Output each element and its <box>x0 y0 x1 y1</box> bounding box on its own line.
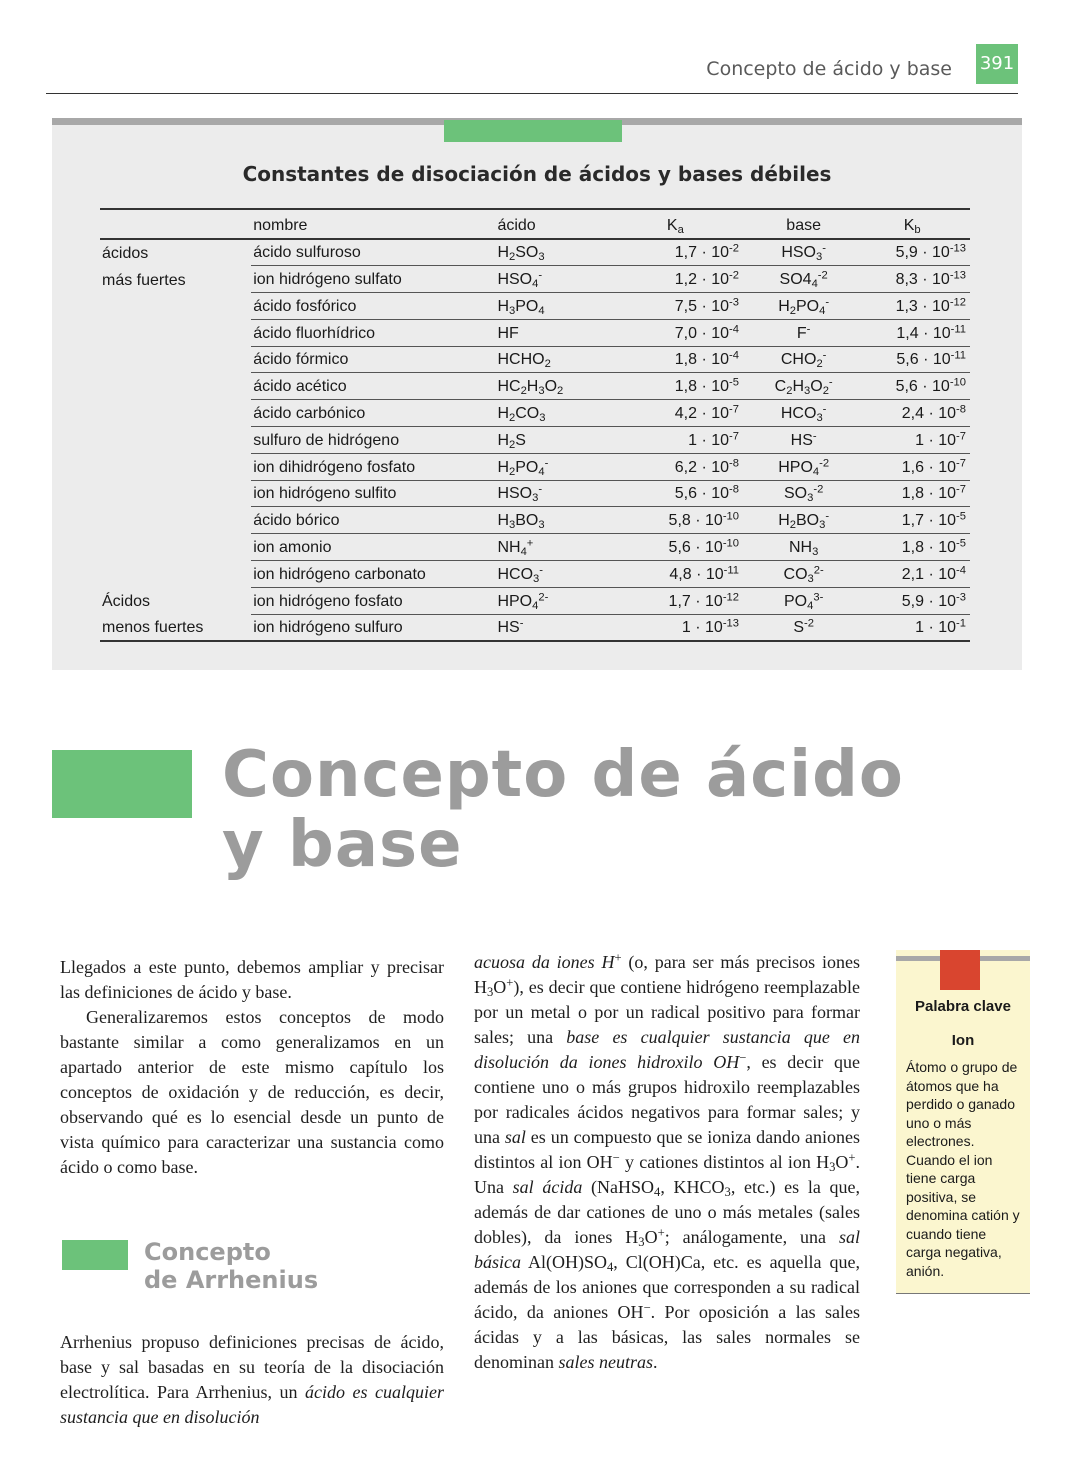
group-label-cell <box>100 534 251 561</box>
cell-base: HS- <box>749 427 858 454</box>
cell-nombre: ácido bórico <box>251 507 495 534</box>
cell-base: $H_2BO_3^-$ <box>749 507 858 534</box>
running-header <box>0 0 1072 100</box>
keyword-sidebar <box>896 950 1030 1294</box>
cell-ka: $5,8 \cdot 10^{-10}$ <box>612 507 749 534</box>
group-label-cell <box>100 346 251 373</box>
cell-base: $C_2H_3O_2^-$ <box>749 373 858 400</box>
cell-kb: $1 \cdot 10^{-1}$ <box>858 614 970 641</box>
running-header-title: Concepto de ácido y base <box>706 58 952 80</box>
group-label-cell <box>100 427 251 454</box>
cell-ka: $1,2 \cdot 10^{-2}$ <box>612 266 749 293</box>
group-label-cell <box>100 373 251 400</box>
subheading <box>144 1238 444 1294</box>
cell-acido: $HSO_4^-$ <box>495 266 611 293</box>
cell-base: $HSO_3^-$ <box>749 239 858 266</box>
cell-base: $NH_3$ <box>749 534 858 561</box>
header-nombre: nombre <box>251 209 495 239</box>
table-row <box>100 346 970 373</box>
cell-nombre: ácido fluorhídrico <box>251 319 495 346</box>
cell-base: $CHO_2^-$ <box>749 346 858 373</box>
cell-acido: $NH_4^+$ <box>495 534 611 561</box>
table-row <box>100 480 970 507</box>
cell-kb: $2,4 \cdot 10^{-8}$ <box>858 400 970 427</box>
cell-nombre: ion hidrógeno sulfuro <box>251 614 495 641</box>
cell-kb: $1,6 \cdot 10^{-7}$ <box>858 453 970 480</box>
section-heading-line2: y base <box>222 808 463 882</box>
cell-ka: $1,8 \cdot 10^{-5}$ <box>612 373 749 400</box>
panel-green-tab <box>444 120 622 142</box>
cell-nombre: ácido carbónico <box>251 400 495 427</box>
header-rule <box>46 93 1018 94</box>
group-label-cell: Ácidos <box>102 593 151 611</box>
table-row <box>100 614 970 641</box>
cell-nombre: ácido fórmico <box>251 346 495 373</box>
paragraph: Llegados a este punto, debemos ampliar y precisar las definiciones de ácido y base. <box>60 957 444 1002</box>
constants-table-panel <box>52 118 1022 670</box>
cell-nombre: sulfuro de hidrógeno <box>251 427 495 454</box>
header-ka: $K_a$ <box>612 209 749 239</box>
header-base: base <box>749 209 858 239</box>
header-group <box>100 209 251 239</box>
group-label-cell <box>100 453 251 480</box>
cell-kb: $1,8 \cdot 10^{-5}$ <box>858 534 970 561</box>
table-row <box>100 534 970 561</box>
cell-nombre: ion amonio <box>251 534 495 561</box>
table-row <box>100 453 970 480</box>
table-row <box>100 373 970 400</box>
cell-nombre: ion hidrógeno sulfato <box>251 266 495 293</box>
body-left-column-2 <box>60 1330 444 1430</box>
cell-acido: $H_2S$ <box>495 427 611 454</box>
cell-kb: $5,9 \cdot 10^{-13}$ <box>858 239 970 266</box>
cell-nombre: ion dihidrógeno fosfato <box>251 453 495 480</box>
sidebar-term: Ion <box>951 1032 975 1049</box>
dissociation-constants-table <box>100 208 970 642</box>
section-heading <box>222 740 1042 880</box>
cell-acido: $HCO_3^-$ <box>495 561 611 588</box>
table-row <box>100 587 970 614</box>
cell-nombre: ácido acético <box>251 373 495 400</box>
cell-acido: $HSO_3^-$ <box>495 480 611 507</box>
table-row <box>100 427 970 454</box>
header-acido: ácido <box>495 209 611 239</box>
cell-kb: $5,6 \cdot 10^{-11}$ <box>858 346 970 373</box>
group-label-cell <box>100 561 251 588</box>
cell-ka: $1 \cdot 10^{-7}$ <box>612 427 749 454</box>
cell-ka: $5,6 \cdot 10^{-10}$ <box>612 534 749 561</box>
body-left-column <box>60 955 444 1180</box>
cell-acido: $H_2CO_3$ <box>495 400 611 427</box>
cell-ka: $4,8 \cdot 10^{-11}$ <box>612 561 749 588</box>
cell-kb: $1,8 \cdot 10^{-7}$ <box>858 480 970 507</box>
group-label-cell <box>100 293 251 320</box>
cell-ka: $7,0 \cdot 10^{-4}$ <box>612 319 749 346</box>
cell-kb: $1,7 \cdot 10^{-5}$ <box>858 507 970 534</box>
group-label-cell: menos fuertes <box>100 614 251 641</box>
body-middle-column <box>474 950 860 1375</box>
section-heading-line1: Concepto de ácido <box>222 738 904 812</box>
sidebar-definition: Átomo o grupo de átomos que ha perdido o ganado uno o más electrones. Cuando el ion tiene carga positiva, se denomina catión y cuando tiene carga negativa, anión. <box>906 1059 1020 1279</box>
cell-nombre: ion hidrógeno sulfito <box>251 480 495 507</box>
cell-nombre: ion hidrógeno carbonato <box>251 561 495 588</box>
cell-acido: $H_2SO_3$ <box>495 239 611 266</box>
cell-base: F- <box>749 319 858 346</box>
table-row <box>100 266 970 293</box>
table-body <box>100 239 970 641</box>
cell-ka: $6,2 \cdot 10^{-8}$ <box>612 453 749 480</box>
sidebar-label: Palabra clave <box>915 998 1011 1015</box>
subheading-green-block <box>62 1240 128 1270</box>
cell-ka: $1,7 \cdot 10^{-2}$ <box>612 239 749 266</box>
table-row <box>100 507 970 534</box>
table-row <box>100 239 970 266</box>
table-row <box>100 319 970 346</box>
group-label-cell: ácidos <box>102 244 149 262</box>
paragraph: Generalizaremos estos conceptos de modo bastante similar a como generalizamos en un apartado anterior de este mismo capítulo los conceptos de oxidación y de reducción, es decir, observando qué es lo esencial desde un punto de vista químico para caracterizar una sustancia como ácido o como base. <box>60 1007 444 1177</box>
group-label-cell: más fuertes <box>102 271 186 289</box>
cell-kb: $5,9 \cdot 10^{-3}$ <box>858 587 970 614</box>
group-label-cell <box>100 507 251 534</box>
cell-acido: $HPO_4^{2-}$ <box>495 587 611 614</box>
cell-kb: $1,4 \cdot 10^{-11}$ <box>858 319 970 346</box>
group-label-cell <box>100 319 251 346</box>
cell-acido: $H_3BO_3$ <box>495 507 611 534</box>
cell-nombre: ácido sulfuroso <box>251 239 495 266</box>
cell-base: $PO_4^{3-}$ <box>749 587 858 614</box>
group-label-cell <box>100 480 251 507</box>
cell-ka: $1,7 \cdot 10^{-12}$ <box>612 587 749 614</box>
cell-ka: $1 \cdot 10^{-13}$ <box>612 614 749 641</box>
heading-green-block <box>52 750 192 818</box>
cell-base: $CO_3^{2-}$ <box>749 561 858 588</box>
cell-acido: HS- <box>495 614 611 641</box>
cell-nombre: ácido fosfórico <box>251 293 495 320</box>
cell-base: $HCO_3^-$ <box>749 400 858 427</box>
cell-kb: $8,3 \cdot 10^{-13}$ <box>858 266 970 293</box>
cell-kb: $5,6 \cdot 10^{-10}$ <box>858 373 970 400</box>
cell-base: $H_2PO_4^-$ <box>749 293 858 320</box>
sidebar-red-tab <box>940 950 980 990</box>
cell-acido: $H_2PO_4^-$ <box>495 453 611 480</box>
table-row <box>100 400 970 427</box>
cell-kb: $1,3 \cdot 10^{-12}$ <box>858 293 970 320</box>
cell-acido: $HC_2H_3O_2$ <box>495 373 611 400</box>
cell-base: $S^{-2}$ <box>749 614 858 641</box>
cell-acido: HF <box>495 319 611 346</box>
subheading-line2: de Arrhenius <box>144 1266 319 1294</box>
sidebar-bottom-rule <box>896 1293 1030 1294</box>
cell-ka: $4,2 \cdot 10^{-7}$ <box>612 400 749 427</box>
cell-nombre: ion hidrógeno fosfato <box>251 587 495 614</box>
group-label-cell <box>100 400 251 427</box>
cell-base: $HPO_4^{-2}$ <box>749 453 858 480</box>
cell-base: $SO4_4^{-2}$ <box>749 266 858 293</box>
page-number: 391 <box>976 44 1018 84</box>
cell-acido: $HCHO_2$ <box>495 346 611 373</box>
paragraph: acuosa da iones H+ (o, para ser más precisos iones $H_3O^+$), es decir que contiene hidrógeno reemplazable por un metal o por un radical positivo para formar sales; una base es cualquier sustancia que en disolución da iones hidroxilo OH−, es decir que contiene uno o más grupos hidroxilo reemplazables por radicales ácidos negativos para formar sales; y una sal es un compuesto que se ioniza dando aniones distintos al ion OH− y cationes distintos al ion $H_3O^+$. Una sal ácida (NaHSO$_4$, $KHCO_3$, etc.) es la que, además de dar cationes de uno o más metales (sales dobles), da iones $H_3O^+$; análogamente, una sal básica $Al(OH)SO_4$, Cl(OH)Ca, etc. es aquella que, además de los aniones que corresponden a su radical ácido, da aniones OH−. Por oposición a las sales ácidas y a las básicas, las sales normales se denominan sales neutras. <box>474 950 861 1372</box>
cell-kb: $1 \cdot 10^{-7}$ <box>858 427 970 454</box>
table-header-row <box>100 209 970 239</box>
subheading-line1: Concepto <box>144 1238 271 1266</box>
table-row <box>100 293 970 320</box>
cell-kb: $2,1 \cdot 10^{-4}$ <box>858 561 970 588</box>
cell-ka: $1,8 \cdot 10^{-4}$ <box>612 346 749 373</box>
table-title: Constantes de disociación de ácidos y bases débiles <box>242 162 832 186</box>
cell-acido: $H_3PO_4$ <box>495 293 611 320</box>
table-row <box>100 561 970 588</box>
cell-ka: $5,6 \cdot 10^{-8}$ <box>612 480 749 507</box>
paragraph: Arrhenius propuso definiciones precisas de ácido, base y sal basadas en su teoría de la disociación electrolítica. Para Arrhenius, un ácido es cualquier sustancia que en disolución <box>60 1332 444 1427</box>
cell-ka: $7,5 \cdot 10^{-3}$ <box>612 293 749 320</box>
header-kb: $K_b$ <box>858 209 970 239</box>
cell-base: $SO_3^{-2}$ <box>749 480 858 507</box>
